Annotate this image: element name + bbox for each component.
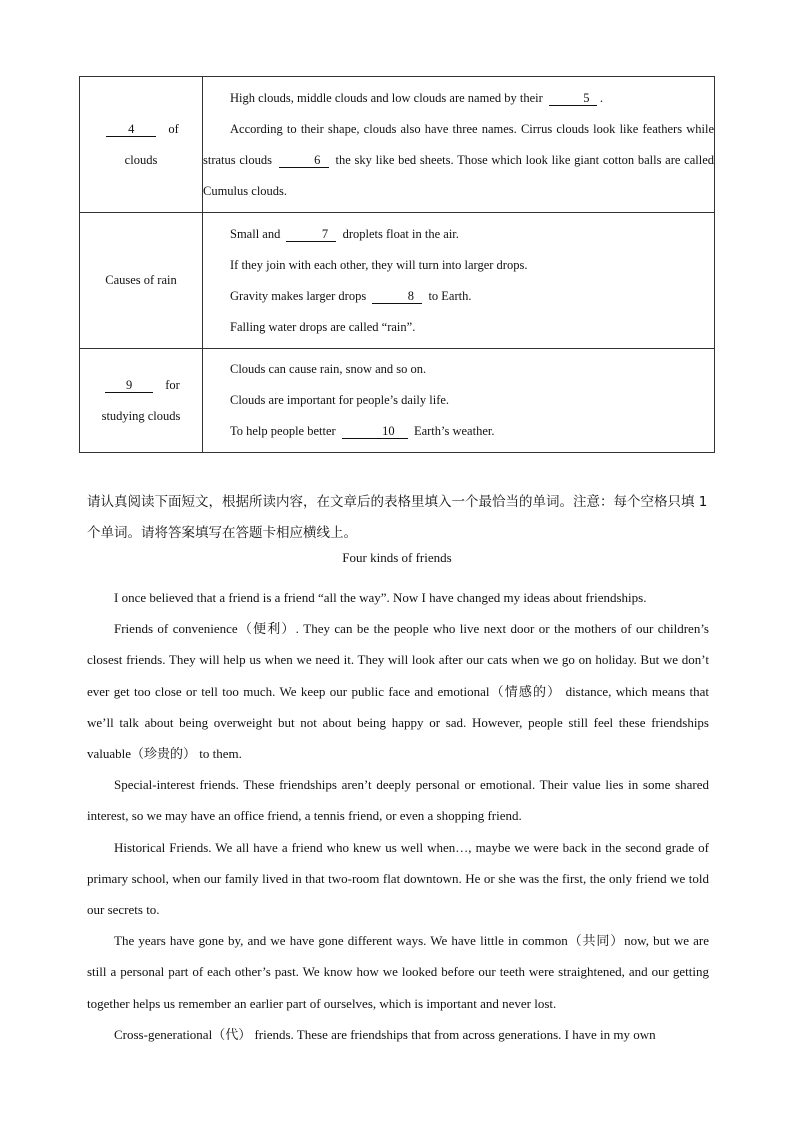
content-line: Clouds are important for people’s daily life. <box>230 393 450 407</box>
row-content <box>203 349 715 453</box>
content-paragraph: According to their shape, clouds also have three names. Cirrus clouds look like feathers while stratus clouds 6 the sky like bed sheets. Those which look like giant cotton balls are called Cumulus clouds. <box>203 121 715 198</box>
answer-blank[interactable]: 8 <box>372 289 422 304</box>
summary-table <box>79 76 715 453</box>
content-line: Gravity makes larger drops 8 to Earth. <box>230 288 472 303</box>
answer-blank[interactable]: 10 <box>342 424 408 439</box>
content-line: Clouds can cause rain, snow and so on. <box>230 362 427 376</box>
content-line: Falling water drops are called “rain”. <box>230 319 416 334</box>
content-line: If they join with each other, they will turn into larger drops. <box>230 257 528 272</box>
content-line: To help people better 10 Earth’s weather. <box>230 424 495 438</box>
passage-title: Four kinds of friends <box>342 550 452 565</box>
passage-paragraph: Special-interest friends. These friendships aren’t deeply personal or emotional. Their value lies in some shared interest, so we may have an office friend, a tennis friend, or even a shopping friend. <box>87 777 709 824</box>
passage-paragraph: The years have gone by, and we have gone different ways. We have little in common（共同）now, but we are still a personal part of each other’s past. We know how we looked before our teeth were straightened, and our getting together helps us remember an earlier part of ourselves, which is important and never lost. <box>87 933 709 1011</box>
instructions: 请认真阅读下面短文，根据所读内容，在文章后的表格里填入一个最恰当的单词。注意：每个空格只填 1 个单词。请将答案填写在答题卡相应横线上。 <box>87 494 708 541</box>
passage-paragraph: Friends of convenience（便利）. They can be the people who live next door or the mothers of our children’s closest friends. They will help us when we need it. They will look after our cats when we go on holiday. But we don’t ever get too close or tell too much. We keep our public face and emotional（情感的） distance, which means that we’ll talk about being overweight but not about being happy or sad. However, people still feel these friendships valuable（珍贵的） to them. <box>87 621 709 762</box>
row-heading: 9 for studying clouds <box>80 349 203 453</box>
answer-blank[interactable]: 7 <box>286 227 336 242</box>
answer-blank[interactable]: 4 <box>106 122 156 137</box>
row-content <box>203 213 715 349</box>
row-heading: Causes of rain <box>80 213 203 349</box>
answer-blank[interactable]: 9 <box>105 378 153 393</box>
answer-blank[interactable]: 5 <box>549 91 597 106</box>
content-line: High clouds, middle clouds and low clouds are named by their 5 . <box>230 90 604 105</box>
row-heading: 4 of clouds <box>80 77 203 213</box>
answer-blank[interactable]: 6 <box>279 153 329 168</box>
passage-body <box>87 582 709 1050</box>
table-row <box>80 349 715 453</box>
table-row <box>80 213 715 349</box>
row-content <box>203 77 715 213</box>
passage-paragraph: Cross-generational（代） friends. These are friendships that from across generations. I have in my own <box>114 1026 656 1042</box>
passage-paragraph: I once believed that a friend is a friend “all the way”. Now I have changed my ideas about friendships. <box>114 590 647 605</box>
table-row <box>80 77 715 213</box>
content-line: Small and 7 droplets float in the air. <box>230 226 459 241</box>
passage-paragraph: Historical Friends. We all have a friend who knew us well when…, maybe we were back in the second grade of primary school, when our family lived in that two-room flat downtown. He or she was the first, the only friend we told our secrets to. <box>87 839 709 918</box>
